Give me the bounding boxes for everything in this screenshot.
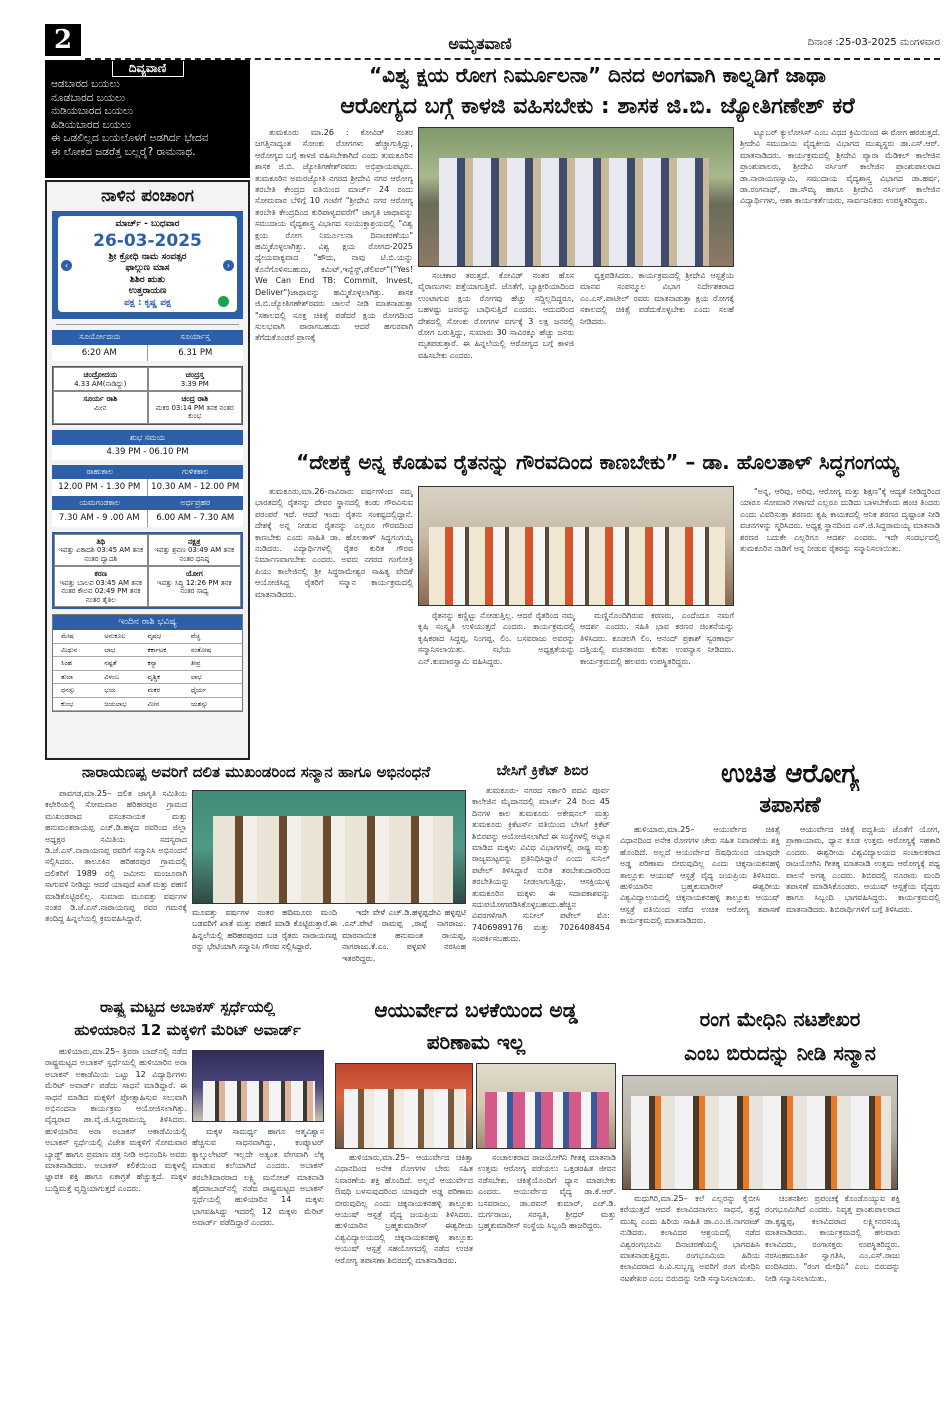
sun-header	[52, 330, 243, 345]
moonrise-cell	[53, 367, 148, 391]
chevron-left-icon[interactable]: ‹	[61, 260, 72, 271]
chandra-rashi-label: ಚಂದ್ರ ರಾಶಿ	[181, 394, 209, 403]
ayurveda-photo-1	[335, 1063, 473, 1149]
tb-headline-1: “ವಿಶ್ವ ಕ್ಷಯ ರೋಗ ನಿರ್ಮೂಲನಾ” ದಿನದ ಅಂಗವಾಗಿ ಕಾಲ್ನಡಿಗೆ ಜಾಥಾ	[369, 63, 826, 87]
kala-header-1	[52, 465, 243, 480]
tb-body-col3: ವ್ಯಕ್ತಪಡಿಸಿದರು. ಕಾರ್ಯಕ್ರಮದಲ್ಲಿ ಶ್ರೀದೇವಿ ಆಸ್ಪತ್ರೆಯ ಮಾನವ ಸಂಪನ್ಮೂಲ ವಿಭಾಗ ನಿರ್ದೇಶಕರಾದ ಎಂ.ಎಸ್.ಪಾಟೀಲ್ ರವರು ಮಾತನಾಡುತ್ತಾ ಕ್ಷಯ ರೋಗಕ್ಕೆ ಸಕಾಲದಲ್ಲಿ ಚಿಕಿತ್ಸೆ ಪಡೆದುಕೊಳ್ಳಬೇಕು ಎಂದು ಸಲಹೆ ನೀಡಿದರು.	[580, 271, 734, 326]
tb-body-col2: ಸಂಚಕಾರ ತರುತ್ತದೆ. ಕೋವಿಡ್ ನಂತರ ಹೊಸ ವೈರಾಣುಗಳು ಪತ್ತೆಯಾಗುತ್ತಿವೆ. ಜೊತೆಗೆ, ಬ್ಯಾಕ್ಟೀರಿಯಾದಿಂದ ಉಂಟಾಗುವ ಕ್ಷಯ ರೋಗವು ಹೆಚ್ಚು ಸದ್ದಿಲ್ಲದಿದ್ದರೂ, ಬಹಳಷ್ಟು ಜನರನ್ನು ಬಾಧಿಸುತ್ತಿದೆ ಎಂದರು. ಆದುದರಿಂದ ದೇಶದಲ್ಲಿ ಸೋಂಕು ರೋಗಗಳ ವರ್ಗಕ್ಕೆ 3 ಲಕ್ಷ ಜನರಲ್ಲಿ ರೋಗ ಬರುತ್ತಿದ್ದು, ಸುಮಾರು 30 ಸಾವಿರಕ್ಕೂ ಹೆಚ್ಚು ಜನರು ಮೃತಪಡುತ್ತಾರೆ. ಈ ಹಿನ್ನಲೆಯಲ್ಲಿ ಆರೋಗ್ಯದ ಬಗ್ಗೆ ಕಾಳಜಿ ವಹಿಸಬೇಕು ಎಂದರು.	[418, 271, 574, 360]
rashi-name: ಮಿಥುನ	[61, 645, 78, 654]
panchanga-box	[45, 180, 250, 760]
yoga-value: ಇವತ್ತು ಸಿದ್ಧಿ 12:26 PM ತನಕ ನಂತರ ಸಾಧ್ಯ	[157, 578, 232, 595]
masa: ಫಾಲ್ಗುಣ ಮಾಸ	[125, 263, 170, 273]
checkup-headline-2: ತಪಾಸಣೆ	[759, 793, 821, 818]
divyavani-title: ದಿವ್ಯವಾಣಿ	[112, 61, 184, 77]
divyavani-line: ಆಡಬಾರದ ಬಯಲು	[51, 78, 120, 90]
rashi-result: ಸಂತೋಷ	[190, 645, 212, 654]
narayanappa-caption-1: ಮೂವತ್ತು ವರ್ಷಗಳ ನಂತರ ಹದಿಮೂರು ಮಂದಿ ಬಡವರಿಗೆ ಖಾತೆ ಮತ್ತು ಪಹಣಿ ಮಾಡಿ ಕೊಟ್ಟಿರುತ್ತಾರೆ.ಈ ಹಿನ್ನಲೆಯಲ್ಲಿ ಹರಿಹರಪುರದ ಬಡ ರೈತರು ನಾರಾಯಣಪ್ಪ ರನ್ನು ಭೇಟಿಯಾಗಿ ಸನ್ಮಾನಿಸಿ ಗೌರವ ಸಲ್ಲಿಸಿದ್ದಾರೆ.	[192, 908, 337, 952]
rashi-result: ಧೈರ್ಯ	[190, 686, 207, 694]
divyavani-line: ಈ ಲೋಕದ ಜಡರೆತ್ತ ಬಲ್ಲರೈ? ರಾಮನಾಥ.	[51, 145, 196, 158]
ranga-photo	[622, 1075, 898, 1190]
moon-table	[52, 366, 243, 425]
rashi-result: ಜಯಲಾಭ	[104, 699, 127, 708]
panchanga-date: 26-03-2025	[93, 230, 202, 251]
moonrise-label: ಚಂದ್ರೋದಯ	[83, 370, 118, 379]
nakshatra-label: ನಕ್ಷತ್ರ	[187, 536, 201, 546]
cricket-headline: ಬೇಸಿಗೆ ಕ್ರಿಕೆಟ್ ಶಿಬಿರ	[496, 763, 589, 779]
divyavani-line: ಈ ಒಡಲಿಲ್ಲದ ಬಯಲೊಳಗೆ ಅಡಗಿರ್ದ ಭೇದವ	[51, 132, 209, 144]
panchanga-date-card	[58, 216, 237, 312]
ayurveda-body-col1: ಹುಳಿಯಾರು,ಮಾ.25– ಆಯುರ್ವೇದ ಚಿಕಿತ್ಸಾ ವಿಧಾನದಿಂದ ಅನೇಕ ರೋಗಗಳ ಬೇರು ಸಹಿತ ನಿವಾರಣೆಯ ಶಕ್ತಿ ಹೊಂದಿದೆ. ಅಲ್ಲದೆ ಆಯುರ್ವೇದ ಔಷಧಿ ಬಳಸುವುದರಿಂದ ಯಾವುದೇ ಅಡ್ಡ ಪರಿಣಾಮ ಬೀರುವುದಿಲ್ಲ ಎಂದು ಚಿಕ್ಕನಾಯಕನಹಳ್ಳಿ ತಾಲ್ಲೂಕು ಆಯುಷ್ ಆಸ್ಪತ್ರೆ ವೈದ್ಯ ಜಯಪ್ರಿಯ ತಿಳಿಸಿದರು. ಹುಳಿಯಾರಿನ ಬ್ರಹ್ಮಕುಮಾರೀಸ್ ಈಶ್ವರೀಯ ವಿಶ್ವವಿದ್ಯಾಲಯದಲ್ಲಿ ಚಿಕ್ಕನಾಯಕನಹಳ್ಳಿ ತಾಲ್ಲೂಕು ಆಯುಷ್ ಆಸ್ಪತ್ರೆ ಸಹಯೋಗದಲ್ಲಿ ನಡೆದ ಉಚಿತ ಆರೋಗ್ಯ ತಪಾಸಣಾ ಶಿಬಿರದಲ್ಲಿ ಮಾತನಾಡಿದರು.	[335, 1153, 473, 1265]
chevron-right-icon[interactable]: ›	[223, 260, 234, 271]
ardha-label: ಅರ್ಧಪ್ರಹರ	[180, 497, 211, 507]
rashi-name: ಕನ್ಯಾ	[147, 659, 158, 667]
ayurveda-photo-2	[476, 1063, 616, 1149]
sunset-label: ಸೂರ್ಯಾಸ್ತ	[180, 332, 211, 341]
moonset-label: ಚಂದ್ರಸ್ತ	[185, 370, 204, 379]
farmer-body-col4: "ಅನ್ನ, ಆರಿವು, ಅರಿವು, ಆರೋಗ್ಯ ಮತ್ತು ಶಿಕ್ಷಣ"ಕ್ಕೆ ಆದ್ಯತೆ ನೀಡಿದ್ದರಿಂದ ಯಾರೂ ಸೋಮಾರಿ ಗಳಾಗದೆ ಎಲ್ಲರೂ ದುಡಿದು ಬಾಳಬೇಕೆಂದು ಹಂಚಿ ತಿಂದರು ಎಂದು ವಿವರಿಸುತ್ತಾ ಶರಣರು ಕೃಷಿ ಕಾಯಕದಲ್ಲಿ ಆನಿಕ ಶರಣರ ದೃಷ್ಟಾಂತ ನೀಡಿ ವಚನಗಳನ್ನು ಸ್ಮರಿಸಿದರು. ಅಧ್ಯಕ್ಷ ಸ್ಥಾನದಿಂದ ಎಸ್.ಜಿ.ಸಿದ್ದರಾಮಯ್ಯ ಮಾತನಾಡಿ ಶರಣರ ಬದುಕೇ ಎಲ್ಲರಿಗೂ ಆದರ್ಶ ಎಂದರು. ಇದೇ ಸಂದರ್ಭದಲ್ಲಿ ತುಮಕೂರಿನ ನಾಡಿಗೆ ಅನ್ನ ನೀಡುವ ರೈತರನ್ನು ಸನ್ಮಾನಿಸಲಾಯಿತು.	[740, 487, 940, 554]
divyavani-line: ನುಡಿಯಬಾರದ ಬಯಲು	[51, 105, 134, 117]
checkup-headline-1: ಉಚಿತ ಆರೋಗ್ಯ	[720, 759, 860, 789]
ayana: ಉತ್ತರಾಯಣ	[128, 286, 167, 296]
sunrise-time: 6:20 AM	[52, 345, 148, 362]
checkup-body-col2: ಆಯುರ್ವೇದ ಚಿಕಿತ್ಸೆ ಪದ್ದತಿಯ ಜೊತೆಗೆ ಯೋಗ, ಪ್ರಾಣಾಯಾಮ, ಧ್ಯಾನ ಕೂಡ ಉತ್ತಮ ಆರೋಗ್ಯಕ್ಕೆ ಸಹಕಾರಿ ಎಂದರು. ಈಶ್ವರೀಯ ವಿಶ್ವವಿದ್ಯಾಲಯದ ಸಂಚಾಲಕರಾದ ರಾಜಯೋಗಿನಿ ಗೀತಕ್ಕ ಮಾತನಾಡಿ ಉತ್ತಮ ಆರೋಗ್ಯಕ್ಕೆ ಪಥ್ಯ ಪಾಲನೆ ಅಗತ್ಯ ಎಂದರು. ಶಿಬಿರದಲ್ಲಿ ನೂರಾರು ಮಂದಿ ತಪಾಸಣೆ ಮಾಡಿಸಿಕೊಂಡರು. ಆಯುಷ್ ಆಸ್ಪತ್ರೆಯ ವೈದ್ಯರು ಹಾಗೂ ಸಿಬ್ಬಂದಿ ಭಾಗವಹಿಸಿದ್ದರು. ಕಾರ್ಯಕ್ರಮದಲ್ಲಿ ಮಾತನಾಡಿದರು. ಶಿಬಿರಾರ್ಥಿಗಳಿಗೆ ಬಗ್ಗೆ ತಿಳಿಸಿದರು.	[786, 825, 940, 914]
tithi-label: ತಿಥಿ	[96, 536, 106, 546]
rashi-result: ಲಾಭ	[190, 672, 202, 681]
surya-rashi-cell	[53, 391, 148, 424]
surya-rashi-label: ಸೂರ್ಯ ರಾಶಿ	[83, 394, 118, 403]
moonset-value: 3.39 PM	[180, 379, 209, 388]
rashi-result: ಲಾಭ	[104, 645, 116, 654]
ranga-headline-1: ರಂಗ ಮೇಧಿನಿ ನಟಶೇಖರ	[699, 1007, 861, 1031]
panchanga-date-panel	[52, 211, 243, 319]
narayanappa-headline: ನಾರಾಯಣಪ್ಪ ಅವರಿಗೆ ದಲಿತ ಮುಖಂಡರಿಂದ ಸನ್ಮಾನ ಹಾಗೂ ಅಭಿನಂಧನೆ	[81, 763, 431, 781]
samvatsara: ಶ್ರೀ ಕ್ರೋಧಿ ನಾಮ ಸಂವತ್ಸರ	[108, 251, 187, 262]
kala-times-2	[52, 510, 243, 527]
tithi-cell	[54, 534, 148, 567]
tb-body-col1: ತುಮಕೂರು ಮಾ.26 : ಕೋವಿಡ್ ನಂತರ ಜಗತ್ತಿನಾದ್ಯಂತ ಸೋಂಕು ರೋಗಗಳು ಹೆಚ್ಚಾಗುತ್ತಿದ್ದು, ಆರೋಗ್ಯದ ಬಗ್ಗೆ ಕಾಳಜಿ ವಹಿಸಬೇಕಾಗಿದೆ ಎಂದು ತುಮಕೂರಿನ ಶಾಸಕ ಜಿ.ಬಿ. ಜ್ಯೋತಿಗಣೇಶ್‌ರವರು ಅಭಿಪ್ರಾಯಪಟ್ಟರು. ತುಮಕೂರಿನ ಅಮರಜ್ಯೋತಿ ನಗರದ ಶ್ರೀದೇವಿ ನಗರ ಆರೋಗ್ಯ ತರಬೇತಿ ಕೇಂದ್ರದ ವತಿಯಿಂದ ಮಾರ್ಚ್ 24 ರಂದು ಸೋಮವಾರ ಬೆಳಿಗ್ಗೆ 10 ಗಂಟೆಗೆ "ಶ್ರೀದೇವಿ ನಗರ ಆರೋಗ್ಯ ತರಬೇತಿ ಕೇಂದ್ರದಿಂದ ಕುರಿಪಾಳ್ಯದವರೆಗೆ" ಜಾಗೃತಿ ಜಾಥಾವನ್ನು ಸಮುದಾಯ ವೈದ್ಯಶಾಸ್ತ್ರ ವಿಭಾಗದ ಸಂಯುಕ್ತಾಶ್ರಯದಲ್ಲಿ "ವಿಶ್ವ ಕ್ಷಯ ರೋಗ ನಿರ್ಮೂಲನಾ ದಿನಾಚರಣೆಯು" ಹಮ್ಮಿಕೊಳ್ಳಲಾಗಿತ್ತು. ವಿಶ್ವ ಕ್ಷಯ ರೋಗದ-2025 ಧ್ಯೇಯವಾಕ್ಯವಾದ "ಹೌದು, ನಾವು ಟಿ.ಬಿ.ಯನ್ನು ಕೊನೆಗೊಳಿಸಬಹುದು, ಕಮಿಟ್,ಇನ್ವೆಸ್ಟ್,ಡೆಲಿವರ್"("Yes! We Can End TB: Commit, Invest, Deliver")ಜಾಥಾವನ್ನು ಹಮ್ಮಿಕೊಳ್ಳಲಾಗಿತ್ತು. ಶಾಸಕ ಜಿ.ಬಿ.ಜ್ಯೋತಿಗಣೇಶ್‌ರವರು ಚಾಲನೆ ನೀಡಿ ಮಾತನಾಡುತ್ತಾ "ಸಕಾಲದಲ್ಲಿ ಸೂಕ್ತ ಚಿಕಿತ್ಸೆ ಪಡೆದರೆ ಕ್ಷಯ ರೋಗದಿಂದ ಸುಲಭವಾಗಿ ಪಾರಾಗಬಹುದು ಆದರೆ ಹಗುರವಾಗಿ ತೆಗೆದುಕೊಂಡರೆ ಪ್ರಾಣಕ್ಕೆ	[255, 128, 413, 343]
narayanappa-photo	[192, 790, 466, 904]
tb-photo	[418, 127, 734, 267]
rashi-result: ಯಶಸ್ಸು	[190, 699, 208, 708]
kala-header-2	[52, 496, 243, 511]
yoga-label: ಯೋಗ	[185, 569, 203, 578]
ardha-time: 6.00 AM - 7.30 AM	[156, 513, 235, 523]
rashi-name: ಸಿಂಹ	[61, 659, 72, 667]
rahu-label: ರಾಹುಕಾಲ	[86, 466, 114, 476]
ranga-body-col1: ಮಧುಗಿರಿ,ಮಾ.25– ಕಲೆ ಎಲ್ಲರನ್ನು ಕೈಬೀಸಿ ಕರೆಯುತ್ತದೆ ಆದರೆ ಕಲಾವಿದನಾಗಲು ಸಾಧನೆ, ಶ್ರದ್ಧೆ ಮುಖ್ಯ ಎಂದು ಹಿರಿಯ ಸಾಹಿತಿ ಡಾ.ಎಂ.ಜಿ.ನಾಗರಾಜ್ ನುಡಿದರು. ಕಲಾವಿದರ ಆಶ್ರಯದಲ್ಲಿ ನಡೆದ ವಿಶ್ವರಂಗಭೂಮಿ ದಿನಾಚರಣೆಯಲ್ಲಿ ಭಾಗವಹಿಸಿ ಮಾತನಾಡುತ್ತಿದ್ದರು. ರಂಗಭೂಮಿಯ ಹಿರಿಯ ಕಲಾವಿದರಾದ ಪಿ.ವಿ.ಸುಬ್ಬಣ್ಣ ಅವರಿಗೆ ರಂಗ ಮೇಧಿನಿ ನಟಶೇಖರ ಎಂಬ ಬಿರುದನ್ನು ನೀಡಿ ಸನ್ಮಾನಿಸಲಾಯಿತು.	[620, 1194, 760, 1283]
nakshatra-cell	[148, 534, 242, 567]
panchanga-title: ನಾಳಿನ ಪಂಚಾಂಗ	[101, 186, 194, 206]
tithi-value: ಇವತ್ತು ಏಕಾದಶಿ 03:45 AM ತನಕ ನಂತರ ದ್ವಾದಶಿ	[58, 546, 144, 563]
ranga-headline-2: ಎಂಬ ಬಿರುದನ್ನು ನೀಡಿ ಸನ್ಮಾನ	[684, 1041, 876, 1065]
whatsapp-icon[interactable]	[218, 296, 229, 307]
rashi-title: ಇಂದಿನ ರಾಶಿ ಭವಿಷ್ಯ	[53, 615, 242, 630]
rahu-time: 12.00 PM - 1.30 PM	[52, 479, 148, 496]
cricket-body: ತುಮಕೂರು- ನಗರದ ಸರ್ಕಾರಿ ಪದವಿ ಪೂರ್ವ ಕಾಲೇಜಿನ ಮೈದಾನದಲ್ಲಿ ಮಾರ್ಚ್ 24 ರಿಂದ 45 ದಿನಗಳ ಕಾಲ ತುಮಕೂರು ಅಕೇಷನಲ್ ಮತ್ತು ತುಮಕೂರು ಕ್ರಿಕೆಟರ್ಸ್ ವತಿಯಿಂದ ಬೇಸಿಗೆ ಕ್ರಿಕೆಟ್ ಶಿಬಿರವನ್ನು ಆಯೋಜಿಸಲಾಗಿದೆ ಈ ಸಂಸ್ಥೆಗಳಲ್ಲಿ ಅಭ್ಯಾಸ ಮಾಡಿದ ಮಕ್ಕಳು ವಿವಿಧ ವಿಭಾಗಗಳಲ್ಲಿ ರಾಷ್ಟ್ರ ಮತ್ತು ರಾಜ್ಯಮಟ್ಟವನ್ನು ಪ್ರತಿನಿಧಿಸಿದ್ದಾರೆ ಎಂದು ಸುನಿಲ್ ಪಟೇಲ್ ತಿಳಿಸಿದ್ದಾರೆ ನುರಿತ ತರಬೇತುದಾರರಿಂದ ತರಬೇತಿಯನ್ನು ನೀಡಲಾಗುತ್ತಿದ್ದು, ಆಸಕ್ತಿಯುಳ್ಳ ತುಮಕೂರಿನ ಮಕ್ಕಳು ಈ ಸದಾವಕಾಶವನ್ನು ಸದುಪಯೋಗಪಡಿಸಿಕೊಳ್ಳಬಹುದು.ಹೆಚ್ಚಿನ ವಿವರಗಳಿಗಾಗಿ ಸುನೀಲ್ ಪಟೇಲ್ ಮೊ: 7406989176 ಮತ್ತು 7026408454 ಸಂಪರ್ಕಿಸಬಹುದು.	[472, 786, 610, 944]
yama-time: 7.30 AM - 9 .00 AM	[52, 510, 148, 527]
abacus-body-col1: ಹುಳಿಯಾರು,ಮಾ.25– ತ್ರಿವರಾ ಬಾದ್‌ನಲ್ಲಿ ನಡೆದ ರಾಷ್ಟ್ರಮಟ್ಟದ ಅಬಾಕಸ್ ಸ್ಪರ್ಧೆಯಲ್ಲಿ ಹುಳಿಯಾರಿನ ಅರಾ ಅಬಾಕಸ್ ಅಕಾಡೆಮಿಯ ಒಟ್ಟು 12 ವಿದ್ಯಾರ್ಥಿಗಳು ಮೆರಿಟ್ ಅವಾರ್ಡ್ ಪಡೆದು ಸಾಧನೆ ಮಾಡಿದ್ದಾರೆ. ಈ ಸಾಧನೆ ಮಾಡಿದ ಮಕ್ಕಳಿಗೆ ಪ್ರೋತ್ಸಾಹಿಸುವ ಸಲುವಾಗಿ ಅಭಿನಂದನಾ ಕಾರ್ಯಕ್ರಮ ಆಯೋಜಿಸಲಾಗಿತ್ತು. ವೈದ್ಯರಾದ ಡಾ.ವೈ.ಜಿ.ಸಿದ್ದರಾಮಯ್ಯ ತಿಳಿಸಿದರು. ಹುಳಿಯಾರಿನ ಅರಾ ಅಬಾಕಸ್ ಅಕಾಡೆಮಿಯಲ್ಲಿ ಅಬಾಕಸ್ ಸ್ಪರ್ಧೆಯಲ್ಲಿ ವಿಜೇತ ಮಕ್ಕಳಿಗೆ ಸೋಮವಾರ ಬ್ಯಾಡ್ಜ್ ಹಾಗೂ ಪ್ರಮಾಣ ಪತ್ರ ನೀಡಿ ಅಭಿನಂದಿಸಿ ಅವರು ಮಾತನಾಡಿದರು. ಅಬಾಕಸ್ ಕಲಿಕೆಯಿಂದ ಮಕ್ಕಳಲ್ಲಿ ಜ್ಞಾಪಕ ಶಕ್ತಿ ಹಾಗೂ ಏಕಾಗ್ರತೆ ಹೆಚ್ಚುತ್ತದೆ. ಮಕ್ಕಳ ಬುದ್ಧಿಮತ್ತೆ ವೃದ್ಧಿಯಾಗುತ್ತದೆ ಎಂದರು.	[45, 1047, 187, 1193]
rashi-name: ಕರ್ಕಾಟಕ	[147, 645, 167, 654]
kala-times-1	[52, 479, 243, 496]
rashi-result: ವಿಳಂಬ	[104, 672, 120, 681]
farmer-body-col1: ತುಮಕೂರು,ಮಾ.26-ನಾವಿರಾರು ವರ್ಷಗಳಿಂದ ನಮ್ಮ ಭಾರತದಲ್ಲಿ ರೈತನನ್ನು ದೇವರ ಸ್ಥಾನದಲ್ಲಿ ಕಂಡು ಗೌರವಿಸುವ ಪರಂಪರೆ ಇದೆ. ಆದರೆ ಇಂದು ರೈತನು ಸಂಕಷ್ಟದಲ್ಲಿದ್ದಾನೆ. ದೇಶಕ್ಕೆ ಅನ್ನ ನೀಡುವ ರೈತನನ್ನು ಎಲ್ಲರೂ ಗೌರವದಿಂದ ಕಾಣಬೇಕು ಎಂದು ಸಾಹಿತಿ ಡಾ. ಹೊಲತಾಳ್ ಸಿದ್ಧಗಂಗಯ್ಯ ನುಡಿದರು. ವಿದ್ಯಾರ್ಥಿಗಳಲ್ಲಿ ರೈತರ ಕುರಿತ ಗೌರವ ನಿರ್ಮಾಣವಾಗಬೇಕು ಎಂದರು. ಅವರು ನಗರದ ಗಂಗೋತ್ರಿ ಪಿಯು ಕಾಲೇಜಿನಲ್ಲಿ ಶ್ರೀ ಸಿದ್ಧರಾಮೇಶ್ವರ ಸಾಹಿತ್ಯ ವೇದಿಕೆ ಆಯೋಜಿಸಿದ್ದ ರೈತರಿಗೆ ಸನ್ಮಾನ ಕಾರ್ಯಕ್ರಮದಲ್ಲಿ ಮಾತನಾಡಿದರು.	[255, 487, 413, 599]
masthead: ಅಮೃತವಾಣಿ	[448, 34, 512, 53]
karana-value: ಇವತ್ತು ಬಾಲವ 03:45 AM ತನಕ ನಂತರ ಕೌಲವ 02:49 PM ತನಕ ನಂತರ ತೈತಿಲ	[59, 578, 142, 604]
ayurveda-headline-1: ಆಯುರ್ವೇದ ಬಳಕೆಯಿಂದ ಅಡ್ಡ	[374, 998, 578, 1022]
chandra-rashi-cell	[148, 391, 243, 424]
paksha: ಪಕ್ಷ : ಕೃಷ್ಣ ಪಕ್ಷ	[124, 297, 171, 308]
rashi-name: ಮೀನ	[147, 699, 160, 708]
abacus-headline-1: ರಾಷ್ಟ್ರ ಮಟ್ಟದ ಅಬಾಕಸ್ ಸ್ಪರ್ಧೆಯಲ್ಲಿ	[99, 998, 276, 1016]
divyavani-line: ಹಿಡಿಯಬಾರದ ಬಯಲು	[51, 118, 132, 131]
rashi-row	[53, 698, 242, 712]
farmer-body-col2: ರೈತನನ್ನು ಕಣ್ಣಿಟ್ಟು ನೋಡುತ್ತಿಲ್ಲ. ಆದರೆ ರೈತರಿಂದ ನಮ್ಮ ಕೃಷಿ ಸಂಸ್ಕೃತಿ ಉಳಿಯುತ್ತದೆ ಎಂದರು. ಕಾರ್ಯಕ್ರಮದಲ್ಲಿ ಕೃಷಿಕರಾದ ಸಿದ್ದಪ್ಪ, ನಿಂಗಪ್ಪ, ಲಿಂ. ಬಸವರಾಜು ಅವರನ್ನು ಸನ್ಮಾನಿಸಲಾಯಿತು. ಸಭೆಯ ಅಧ್ಯಕ್ಷತೆಯನ್ನು ಎನ್.ಕುಮಾರಸ್ವಾಮಿ ವಹಿಸಿದ್ದರು.	[418, 611, 575, 666]
karana-label: ಕರಣ	[94, 569, 108, 578]
rashi-name: ತುಲಾ	[61, 672, 74, 681]
rashi-name: ವೃಷಭ	[147, 632, 162, 640]
rashi-name: ಮಕರ	[147, 686, 161, 694]
rashi-name: ಧನಸ್ಸು	[61, 686, 75, 694]
rashi-row	[53, 644, 242, 658]
karana-cell	[54, 566, 148, 607]
rashi-name: ವೃಶ್ಚಿಕ	[147, 672, 160, 681]
ayurveda-headline-2: ಪರಿಣಾಮ ಇಲ್ಲ	[426, 1030, 526, 1054]
rashi-result: ನಷ್ಟತೆ	[104, 659, 117, 667]
chandra-rashi-value: ಮಕರ 03:14 PM ತನಕ ನಂತರ ಕುಂಭ	[155, 403, 234, 420]
rashi-row	[53, 630, 242, 644]
farmer-photo	[418, 486, 734, 606]
divyavani-line: ನೂಡಬಾರದ ಬಯಲು	[51, 91, 126, 104]
tb-body-col4: ಟ್ಯೂಬರ್ ಕ್ಯುಲೋಸಿಸ್ ಎಂಬ ವಿಧದ ಕ್ರಿಮಿಯಿಂದ ಈ ರೋಗ ಹರಡುತ್ತದೆ. ಶ್ರೀದೇವಿ ಸಮುದಾಯ ವೈದ್ಯಕೀಯ ವಿಭಾಗದ ಮುಖ್ಯಸ್ಥರು ಡಾ.ಎಸ್.ಆರ್. ಮಾತನಾಡಿದರು. ಕಾರ್ಯಕ್ರಮದಲ್ಲಿ ಶ್ರೀದೇವಿ ಪ್ಯಾರಾ ಮೆಡಿಕಲ್ ಕಾಲೇಜಿನ ಪ್ರಾಂಶುಪಾಲರು, ಶ್ರೀದೇವಿ ನರ್ಸಿಂಗ್ ಕಾಲೇಜಿನ ಪ್ರಾಂಶುಪಾಲರಾದ ಡಾ.ನಾರಾಯಣಸ್ವಾಮಿ, ಸಮುದಾಯ ವೈದ್ಯಶಾಸ್ತ್ರ ವಿಭಾಗದ ಡಾ.ಹರ್ಷ, ಡಾ.ರಂಗನಾಥ್, ಡಾ.ಸೌಮ್ಯ ಹಾಗೂ ಶ್ರೀದೇವಿ ನರ್ಸಿಂಗ್ ಕಾಲೇಜಿನ ವಿದ್ಯಾರ್ಥಿಗಳು, ಆಶಾ ಕಾರ್ಯಕರ್ತೆಯರು, ಸಾರ್ವಜನಿಕರು ಉಪಸ್ಥಿತರಿದ್ದರು.	[740, 128, 940, 206]
gulika-label: ಗುಳಿಕಕಾಲ	[182, 466, 209, 476]
tb-headline-2: ಆರೋಗ್ಯದ ಬಗ್ಗೆ ಕಾಳಜಿ ವಹಿಸಬೇಕು : ಶಾಸಕ ಜಿ.ಬಿ. ಜ್ಯೋತಿಗಣೇಶ್ ಕರೆ	[340, 94, 855, 119]
sunset-time: 6.31 PM	[178, 347, 213, 358]
rashi-result: ತೀವ್ರ	[190, 659, 201, 667]
farmer-headline: “ದೇಶಕ್ಕೆ ಅನ್ನ ಕೊಡುವ ರೈತನನ್ನು ಗೌರವದಿಂದ ಕಾಣಬೇಕು” – ಡಾ. ಹೊಲತಾಳ್ ಸಿದ್ಧಗಂಗಯ್ಯ	[296, 450, 899, 474]
surya-rashi-value: ಮೀನ	[93, 403, 107, 412]
nakshatra-value: ಇವತ್ತು ಶ್ರವಣ 03:49 AM ತನಕ ನಂತರ ಧನಿಷ್ಠ	[154, 546, 235, 563]
narayanappa-caption-2: ಇದೇ ವೇಳೆ ಎಚ್.ಡಿ.ಹಳ್ಳಪ್ಪದೇವಿ ಹಳ್ಳಪ್ಪಟಿ .ಎನ್.ಪೇಟೆ ರಾಮಪ್ಪ ,ರಾಪ್ಪೆ ನಾಗರಾಜು. ಮಾರನಾಯಿಕ ಹನುಮಂತ ರಾಯಪ್ಪ, ನಾಗರಾಜು.ಕೆ.ಎಂ. ಪಳ್ಳವಳಿ ನರಸಿಂಹ ಇತರರಿದ್ದರು.	[342, 908, 466, 963]
moonset-cell	[148, 367, 243, 391]
rutu: ಶಿಶಿರ ಋತು	[130, 274, 165, 285]
rashi-table	[52, 614, 243, 712]
abacus-body-col2: ಮಕ್ಕಳ ಸಾಮರ್ಥ್ಯ ಹಾಗೂ ಆತ್ಮವಿಶ್ವಾಸ ಹೆಚ್ಚಿಸುವ ಸಾಧನವಾಗಿದ್ದು, ಕಂಪ್ಯೂಟರ್ ಕ್ಯಾಲ್ಕುಲೇಟರ್ ಇಲ್ಲದೇ ಅತ್ಯಂತ ವೇಗವಾಗಿ ಲೆಕ್ಕ ಮಾಡುವ ಕಲೆಯಾಗಿದೆ ಎಂದರು. ಅಬಾಕಸ್ ತರಬೇತಿದಾರರಾದ ಲಕ್ಷ್ಮಿ ಮನೋಜ್ ಮಾತನಾಡಿ ಹೈದರಾಬಾದ್‌ನಲ್ಲಿ ನಡೆದ ರಾಷ್ಟ್ರಮಟ್ಟದ ಅಬಾಕಸ್ ಸ್ಪರ್ಧೆಯಲ್ಲಿ ಹುಳಿಯಾರಿನ 14 ಮಕ್ಕಳು ಭಾಗವಹಿಸಿದ್ದು ಇದರಲ್ಲಿ 12 ಮಕ್ಕಳು ಮೆರಿಟ್ ಅವಾರ್ಡ್ ಪಡೆದಿದ್ದಾರೆ ಎಂದರು.	[192, 1127, 324, 1228]
tithi-table	[52, 532, 243, 610]
month-day: ಮಾರ್ಚ್ - ಬುಧವಾರ	[115, 219, 180, 229]
farmer-body-col3: ಮಣ್ಣಿನೊಂದಿಗಿರುವ ಕರಣರು, ಎಂದೆಂದೂ ನಮಗೆ ಆದರ್ಶ ಎಂದರು. ಸಹಿತಿ ಭಾವ ಕರಣರ ಚಿಂತನೆಯನ್ನು ತಿಳಿಸಿದರು. ಕೂಡಲಗಿ ಲಿಂ. ಆನಂದ್ ಪ್ರಕಾಶ್ ಸ್ವರಣಾರ್ಥ ದತ್ತಿಯಲ್ಲಿ ವಚನಕಾರರು ಕುರಿತು ಉಪನ್ಯಾಸ ನೀಡಿದರು. ಕಾರ್ಯಕ್ರಮದಲ್ಲಿ ಹಲವರು ಉಪಸ್ಥಿತರಿದ್ದರು.	[580, 611, 734, 666]
shubha-time: 4.39 PM - 06.10 PM	[52, 445, 243, 460]
gulika-time: 10.30 AM - 12.00 PM	[151, 482, 240, 492]
issue-date: ದಿನಾಂಕ :25-03-2025 ಮಂಗಳವಾರ	[807, 37, 940, 48]
narayanappa-body: ಪಾವಗಡ,ಮಾ.25– ದಲಿತ ಜಾಗೃತಿ ಸಮಿತಿಯ ಕಛೇರಿಯಲ್ಲಿ ಸೋಮವಾರ ಹರಿಹರಪುರ ಗ್ರಾಮದ ಮುಖಂಡರಾದ ವಸಂತನಾಯಕ ಮತ್ತು ಹನುಮಂತರಾಯಪ್ಪ ಎಚ್.ಡಿ.ಹಳ್ಳದ ರವರಿಂದ ಜಿಲ್ಲಾ ಅಧ್ಯಕ್ಷರ ಸಮಿತಿಯ ಸದಸ್ಯರಾದ ಡಿ.ಜೆ.ಎಸ್.ನಾರಾಯಣಪ್ಪ ರವರಿಗೆ ಸನ್ಮಾನಿಸಿ ಅಭಿನಂದನೆ ಸಲ್ಲಿಸಿದರು. ತಾಲೂಕಿನ ಹರಿಹರಪುರ ಗ್ರಾಮದಲ್ಲಿ ದಲಿತರಿಗೆ 1989 ರಲ್ಲಿ ಜಮೀನು ಮಂಜೂರಾಗಿ ಸಾಗುವಳಿ ನೀಡಿದ್ದು ಆದರೆ ಯಾವುದೆ ಖಾತೆ ಮತ್ತು ಪಹಣಿ ಮಾಡಿಕೊಟ್ಟಿರಲಿಲ್ಲ. ಸುಮಾರು ಮೂವತ್ತು ವರ್ಷಗಳ ನಂತರ ಡಿ.ಜೆ.ಎಸ್.ನಾರಾಯಣಪ್ಪ ರವರ ಗಮನಕ್ಕೆ ತಂದಿದ್ದ ಹಿನ್ನಲೆಯಲ್ಲಿ ಕ್ರಮವಹಿಸಿದ್ದಾರೆ.	[45, 789, 187, 924]
moonrise-value: 4.33 AM(ನಾಡಿದ್ದು)	[74, 379, 127, 388]
divyavani-box	[45, 60, 250, 178]
rashi-result: ಅನುಕೂಲ	[104, 632, 126, 640]
sunrise-label: ಸೂರ್ಯೋದಯ	[79, 332, 121, 341]
rashi-result: ಭಯ	[104, 686, 116, 694]
ayurveda-body-col2: ಸಂಚಾಲಕರಾದ ರಾಜಯೋಗಿನಿ ಗೀತಕ್ಕ ಮಾತನಾಡಿ ಉತ್ತಮ ಆರೋಗ್ಯ ಪಡೆಯಲು ಒತ್ತಡರಹಿತ ಜೀವನ ನಡೆಸಬೇಕು. ಚಿಕಿತ್ಸೆಯೊಂದಿಗೆ ಧ್ಯಾನ ಮಾಡಬೇಕು ಎಂದರು. ಆಯುರ್ವೇದ ವೈದ್ಯ ಡಾ.ಕೆ.ಆರ್. ಬಸವರಾಜು, ಡಾ.ಪವನ್ ಕುಮಾರ್, ಎಚ್.ಡಿ. ದುರ್ಗರಾಜು, ಸರಸ್ವತಿ, ಶ್ರೀಧರ್ ಮತ್ತು ಬ್ರಹ್ಮಕುಮಾರೀಸ್ ಸಂಸ್ಥೆಯ ಸಿಬ್ಬಂದಿ ಹಾಜರಿದ್ದರು.	[478, 1153, 616, 1231]
rashi-name: ಮೇಷ	[61, 632, 74, 640]
checkup-body-col1: ಹುಳಿಯಾರು,ಮಾ.25– ಆಯುರ್ವೇದ ಚಿಕಿತ್ಸೆ ವಿಧಾನದಿಂದ ಅನೇಕ ರೋಗಗಳ ಚೇರು ಸಹಿತ ನಿವಾರಣೆಯ ಶಕ್ತಿ ಹೊಂದಿದೆ. ಅಲ್ಲದೆ ಆಯುರ್ವೇದ ಔಷಧಿಯಿಂದ ಯಾವುದೇ ಅಡ್ಡ ಪರಿಣಾಮ ಬೀರುವುದಿಲ್ಲ ಎಂದು ಚಿಕ್ಕನಾಯಕನಹಳ್ಳಿ ತಾಲ್ಲೂಕು ಆಯುಷ್ ಆಸ್ಪತ್ರೆ ವೈದ್ಯ ಜಯಪ್ರಿಯ ತಿಳಿಸಿದರು. ಹುಳಿಯಾರಿನ ಬ್ರಹ್ಮಕುಮಾರೀಸ್ ಈಶ್ವರೀಯ ವಿಶ್ವವಿದ್ಯಾಲಯದಲ್ಲಿ ಚಿಕ್ಕನಾಯಕನಹಳ್ಳಿ ತಾಲ್ಲೂಕು ಆಯುಷ್ ಆಸ್ಪತ್ರೆ ವತಿಯಿಂದ ನಡೆದ ಉಚಿತ ಆರೋಗ್ಯ ತಪಾಸಣೆ ಕಾರ್ಯಕ್ರಮದಲ್ಲಿ ಮಾತನಾಡಿದರು.	[620, 825, 780, 926]
sun-times	[52, 345, 243, 362]
yama-label: ಯಮಗಂಡಕಾಲ	[79, 497, 121, 507]
rashi-result: ವೆಚ್ಚ	[190, 632, 201, 640]
yoga-cell	[148, 566, 242, 607]
shubha-label: ಶುಭ ಸಮಯ	[52, 430, 243, 445]
rashi-row	[53, 671, 242, 685]
rashi-row	[53, 657, 242, 671]
rashi-row	[53, 684, 242, 698]
abacus-headline-2: ಹುಳಿಯಾರಿನ 12 ಮಕ್ಕಳಿಗೆ ಮೆರಿಟ್ ಅವಾರ್ಡ್	[74, 1021, 301, 1039]
abacus-photo	[192, 1050, 324, 1122]
page-number: 2	[45, 24, 81, 56]
rashi-name: ಕುಂಭ	[61, 699, 74, 708]
ranga-body-col2: ಚಿಂತನಶೀಲ ಪ್ರಪಂಚಕ್ಕೆ ಕೊಂಡೊಯ್ಯುವ ಶಕ್ತಿ ರಂಗಭೂಮಿಗಿದೆ ಎಂದರು. ನಿವೃತ್ತ ಪ್ರಾಂಶುಪಾಲರಾದ ಡಾ.ಕೃಷ್ಣಪ್ಪ, ಕಲಾವಿದರಾದ ಲಕ್ಷ್ಮೀನರಸಯ್ಯ ಮಾತನಾಡಿದರು. ಕಾರ್ಯಕ್ರಮದಲ್ಲಿ ಹಲವಾರು ಕಲಾವಿದರು, ರಂಗಾಸಕ್ತರು ಉಪಸ್ಥಿತರಿದ್ದರು. ನರಸಿಂಹಮೂರ್ತಿ ಸ್ವಾಗತಿಸಿ, ಎಂ.ಎಸ್.ರಾಜು ವಂದಿಸಿದರು. "ರಂಗ ಮೇಧಿನಿ" ಎಂಬ ಬಿರುದನ್ನು ನೀಡಿ ಸನ್ಮಾನಿಸಲಾಯಿತು.	[765, 1194, 900, 1283]
